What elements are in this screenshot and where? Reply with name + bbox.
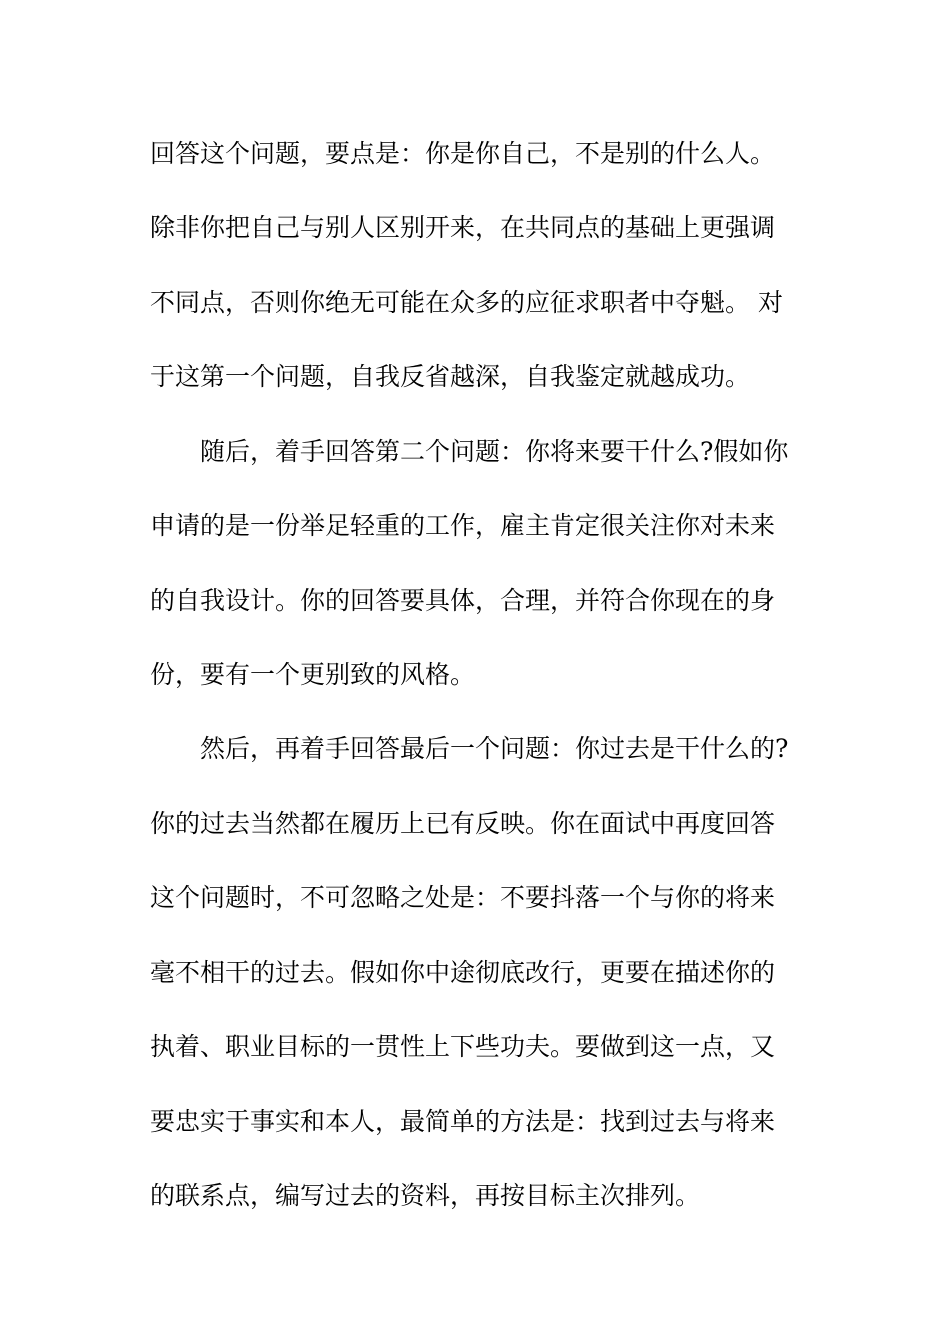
text-line: 然后，再着手回答最后一个问题：你过去是干什么的?	[200, 734, 789, 763]
text-line: 不同点，否则你绝无可能在众多的应征求职者中夺魁。 对	[150, 288, 783, 317]
text-line: 你的过去当然都在履历上已有反映。你在面试中再度回答	[150, 809, 776, 838]
text-line: 要忠实于事实和本人，最简单的方法是：找到过去与将来	[150, 1107, 776, 1136]
text-line: 份，要有一个更别致的风格。	[150, 660, 476, 689]
text-line: 随后，着手回答第二个问题：你将来要干什么?假如你	[200, 437, 789, 466]
text-line: 回答这个问题，要点是：你是你自己，不是别的什么人。	[150, 139, 776, 168]
text-line: 于这第一个问题，自我反省越深，自我鉴定就越成功。	[150, 362, 751, 391]
text-line: 的联系点，编写过去的资料，再按目标主次排列。	[150, 1181, 701, 1210]
text-line: 执着、职业目标的一贯性上下些功夫。要做到这一点，又	[150, 1032, 776, 1061]
text-line: 的自我设计。你的回答要具体，合理，并符合你现在的身	[150, 586, 776, 615]
text-line: 这个问题时，不可忽略之处是：不要抖落一个与你的将来	[150, 883, 776, 912]
text-line: 除非你把自己与别人区别开来，在共同点的基础上更强调	[150, 213, 776, 242]
text-line: 申请的是一份举足轻重的工作，雇主肯定很关注你对未来	[150, 511, 776, 540]
text-line: 毫不相干的过去。假如你中途彻底改行，更要在描述你的	[150, 958, 776, 987]
